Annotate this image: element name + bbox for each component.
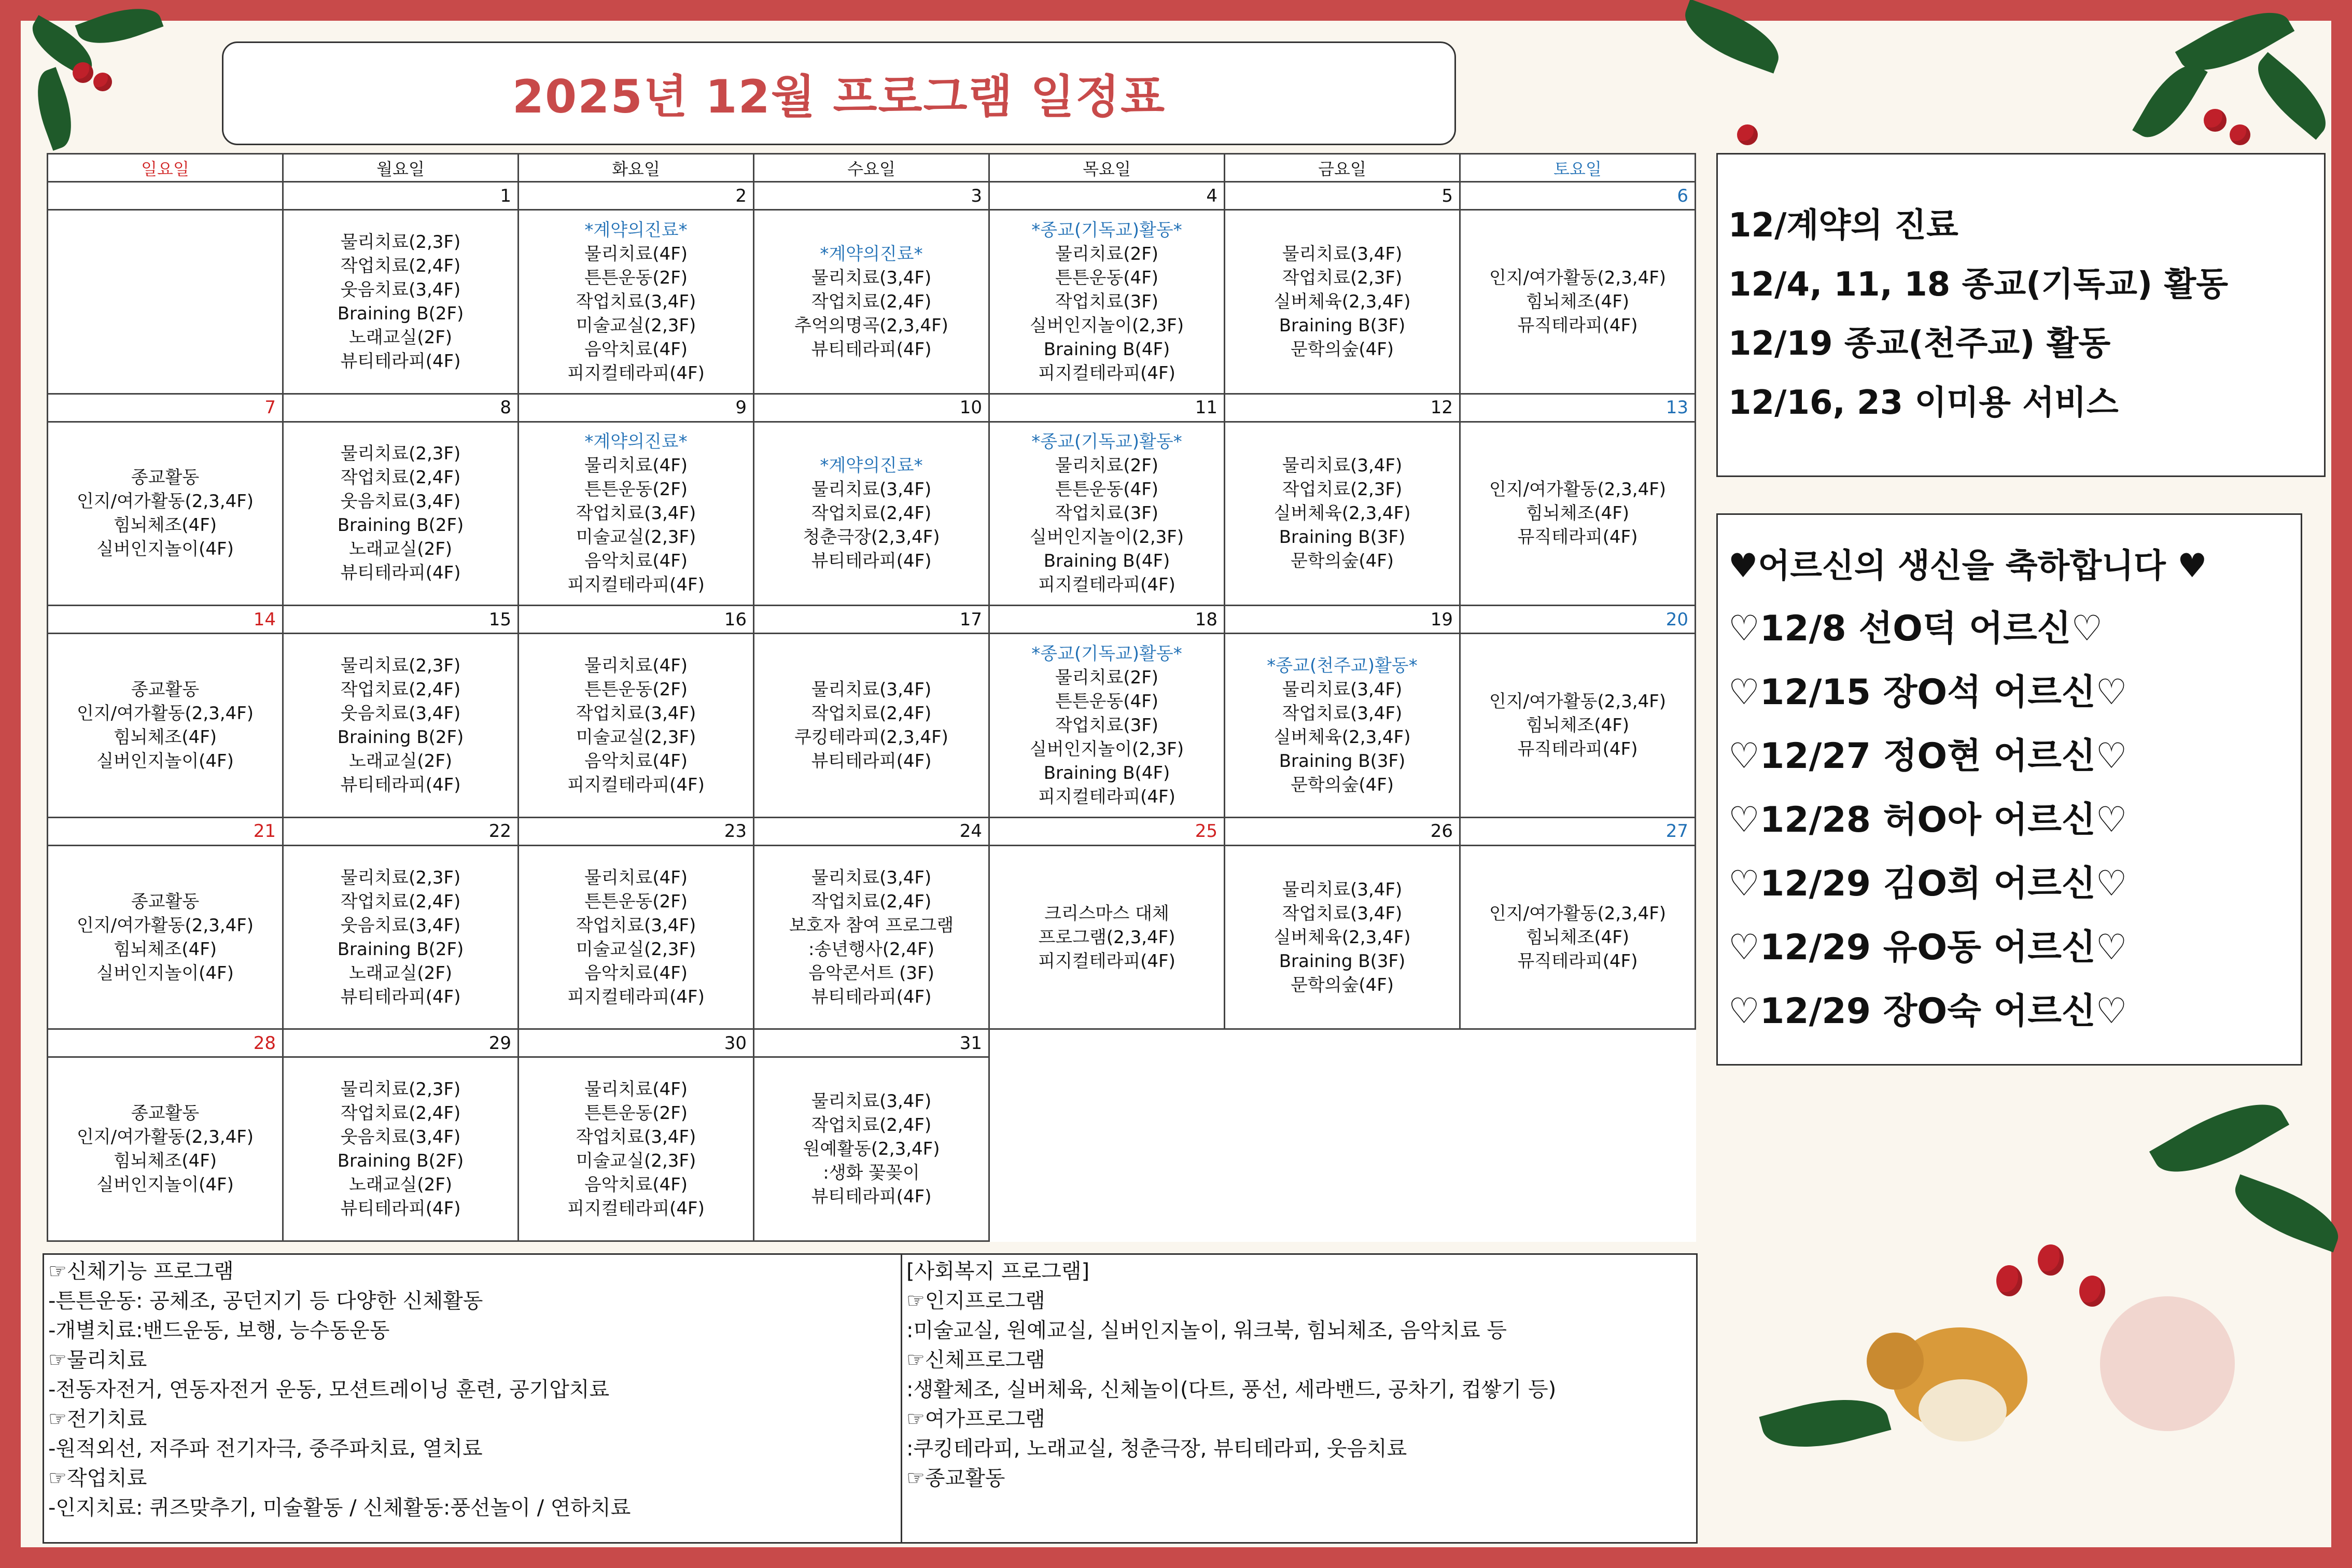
activity-item: 피지컬테라피(4F)	[1038, 787, 1175, 808]
activity-item: Braining B(3F)	[1279, 950, 1406, 972]
day-activities	[1460, 634, 1696, 818]
activity-item: 웃음치료(3,4F)	[340, 491, 461, 512]
activity-item: 인지/여가활동(2,3,4F)	[1489, 267, 1667, 288]
activity-item: 물리치료(4F)	[584, 1079, 688, 1100]
activity-item: 튼튼운동(4F)	[1055, 691, 1159, 712]
activity-item: 노래교실(2F)	[348, 962, 453, 984]
empty-cell	[1460, 1029, 1696, 1057]
activity-item: 작업치료(2,4F)	[340, 891, 461, 912]
day-activities	[989, 845, 1225, 1029]
day-activities	[754, 422, 989, 606]
activity-item: 피지컬테라피(4F)	[567, 362, 705, 384]
day-activities	[519, 1057, 754, 1241]
activity-item: :송년행사(2,4F)	[808, 939, 934, 960]
activity-item: 종교활동	[131, 891, 200, 912]
day-activities	[48, 422, 283, 606]
activity-item: 작업치료(3F)	[1055, 503, 1159, 524]
activity-item: 노래교실(2F)	[348, 751, 453, 772]
activity-item: Braining B(4F)	[1043, 551, 1170, 572]
special-event-label: *계약의진료*	[584, 431, 688, 453]
activity-item: Braining B(3F)	[1279, 751, 1406, 772]
activity-item: 실버인지놀이(4F)	[96, 962, 234, 984]
activity-item: 작업치료(3,4F)	[1282, 903, 1403, 924]
activity-item: 인지/여가활동(2,3,4F)	[1489, 479, 1667, 500]
birthday-item: ♡12/29 김O희 어르신♡	[1728, 863, 2127, 904]
activity-item: Braining B(2F)	[337, 939, 464, 960]
day-activities	[519, 634, 754, 818]
calendar-table	[47, 153, 1696, 1242]
activity-item: 물리치료(3,4F)	[1282, 879, 1403, 900]
activity-item: 뷰티테라피(4F)	[340, 351, 461, 372]
activity-item: 작업치료(2,3F)	[1282, 267, 1403, 288]
special-event-label: *종교(기독교)활동*	[1031, 431, 1182, 453]
activity-item: 원예활동(2,3,4F)	[803, 1139, 940, 1160]
activity-item: 물리치료(3,4F)	[811, 867, 932, 888]
program-line: ☞인지프로그램	[906, 1289, 1045, 1313]
empty-cell	[1225, 1057, 1460, 1241]
activity-item: 웃음치료(3,4F)	[340, 703, 461, 724]
activity-item: Braining B(2F)	[337, 303, 464, 324]
activity-item: 작업치료(2,4F)	[811, 503, 932, 524]
activity-item: 힘뇌체조(4F)	[1525, 927, 1630, 948]
birthday-item: ♡12/29 유O동 어르신♡	[1728, 927, 2127, 968]
activity-item: 작업치료(3,4F)	[576, 291, 696, 312]
date-number-row	[48, 394, 1696, 422]
program-line: ☞종교활동	[906, 1466, 1005, 1490]
activity-item: 물리치료(2,3F)	[340, 655, 461, 677]
activity-item: 인지/여가활동(2,3,4F)	[76, 491, 254, 512]
date-number: 31	[754, 1029, 989, 1057]
activity-item: Braining B(4F)	[1043, 339, 1170, 360]
activity-item: Braining B(2F)	[337, 515, 464, 536]
special-event-label: *계약의진료*	[820, 243, 923, 264]
program-line: -튼튼운동: 공체조, 공던지기 등 다양한 신체활동	[48, 1289, 483, 1313]
day-activities	[1225, 210, 1460, 394]
activity-item: 추억의명곡(2,3,4F)	[794, 315, 948, 336]
day-activities	[1225, 845, 1460, 1029]
activity-item: 튼튼운동(4F)	[1055, 267, 1159, 288]
activity-item: 힘뇌체조(4F)	[1525, 715, 1630, 736]
activity-item: 미술교실(2,3F)	[576, 939, 696, 960]
date-number: 11	[989, 394, 1225, 422]
program-line: ☞물리치료	[48, 1348, 147, 1372]
page-title: 2025년 12월 프로그램 일정표	[512, 70, 1166, 123]
activity-item: 뷰티테라피(4F)	[811, 551, 932, 572]
activity-item: 작업치료(2,4F)	[811, 891, 932, 912]
social-program-list	[902, 1255, 1696, 1542]
activity-item: 인지/여가활동(2,3,4F)	[76, 703, 254, 724]
activity-item: 프로그램(2,3,4F)	[1038, 927, 1175, 948]
program-line: ☞신체프로그램	[906, 1348, 1045, 1372]
birthday-item: ♡12/29 장O숙 어르신♡	[1728, 991, 2127, 1032]
date-number-row	[48, 817, 1696, 845]
activity-item: 작업치료(2,4F)	[340, 1103, 461, 1124]
activity-item: 물리치료(2,3F)	[340, 443, 461, 465]
activity-item: 실버인지놀이(2,3F)	[1029, 739, 1184, 760]
special-event-label: *계약의진료*	[584, 219, 688, 241]
date-number: 2	[519, 182, 754, 210]
notice-item: 12/16, 23 이미용 서비스	[1728, 384, 2119, 422]
activity-item: 문학의숲(4F)	[1290, 551, 1394, 572]
activity-item: 인지/여가활동(2,3,4F)	[1489, 903, 1667, 924]
date-number: 17	[754, 606, 989, 634]
activity-item: 물리치료(3,4F)	[1282, 679, 1403, 701]
activity-item: 청춘극장(2,3,4F)	[803, 527, 940, 548]
date-number: 29	[283, 1029, 519, 1057]
birthday-box	[1716, 513, 2302, 1066]
weekday-header-row	[48, 154, 1696, 182]
activity-item: 피지컬테라피(4F)	[567, 775, 705, 796]
date-number: 20	[1460, 606, 1696, 634]
physical-program-list	[44, 1255, 902, 1542]
empty-cell	[1225, 1029, 1460, 1057]
date-number: 1	[283, 182, 519, 210]
date-number: 21	[48, 817, 283, 845]
birthday-item: ♡12/15 장O석 어르신♡	[1728, 672, 2127, 713]
empty-cell	[1460, 1057, 1696, 1241]
day-activities	[283, 845, 519, 1029]
activity-item: 뮤직테라피(4F)	[1517, 950, 1638, 972]
weekday-header: 목요일	[989, 154, 1225, 182]
activity-row	[48, 210, 1696, 394]
activity-item: 뮤직테라피(4F)	[1517, 315, 1638, 336]
weekday-header: 월요일	[283, 154, 519, 182]
activity-item: 물리치료(3,4F)	[811, 679, 932, 701]
date-number: 23	[519, 817, 754, 845]
activity-item: 피지컬테라피(4F)	[1038, 362, 1175, 384]
activity-item: 물리치료(3,4F)	[1282, 243, 1403, 264]
day-activities	[989, 422, 1225, 606]
program-line: -개별치료:밴드운동, 보행, 능수동운동	[48, 1319, 390, 1342]
notice-item: 12/계약의 진료	[1728, 206, 1958, 245]
day-activities	[989, 634, 1225, 818]
activity-item: 작업치료(3,4F)	[1282, 703, 1403, 724]
day-activities	[519, 210, 754, 394]
activity-item: 작업치료(2,4F)	[340, 679, 461, 701]
activity-item: 인지/여가활동(2,3,4F)	[1489, 691, 1667, 712]
activity-item: 물리치료(2,3F)	[340, 231, 461, 253]
day-activities	[1225, 634, 1460, 818]
special-event-label: *종교(기독교)활동*	[1031, 643, 1182, 665]
activity-item: Braining B(2F)	[337, 727, 464, 748]
day-activities	[519, 845, 754, 1029]
program-line: ☞전기치료	[48, 1407, 147, 1431]
activity-item: 노래교실(2F)	[348, 1174, 453, 1196]
activity-item: 실버인지놀이(2,3F)	[1029, 315, 1184, 336]
activity-item: 쿠킹테라피(2,3,4F)	[794, 727, 948, 748]
activity-item: 웃음치료(3,4F)	[340, 279, 461, 300]
activity-item: 실버인지놀이(4F)	[96, 751, 234, 772]
program-line: -인지치료: 퀴즈맞추기, 미술활동 / 신체활동:풍선놀이 / 연하치료	[48, 1496, 631, 1520]
activity-item: 미술교실(2,3F)	[576, 527, 696, 548]
activity-item: 인지/여가활동(2,3,4F)	[76, 1127, 254, 1148]
day-activities	[1225, 422, 1460, 606]
activity-item: 종교활동	[131, 679, 200, 701]
day-activities	[283, 422, 519, 606]
activity-item: 물리치료(2,3F)	[340, 1079, 461, 1100]
date-number: 3	[754, 182, 989, 210]
date-number: 25	[989, 817, 1225, 845]
activity-item: 힘뇌체조(4F)	[1525, 291, 1630, 312]
date-number: 26	[1225, 817, 1460, 845]
activity-item: 실버체육(2,3,4F)	[1273, 727, 1411, 748]
day-activities	[1460, 422, 1696, 606]
program-line: -원적외선, 저주파 전기자극, 중주파치료, 열치료	[48, 1437, 483, 1461]
date-number: 28	[48, 1029, 283, 1057]
date-number: 6	[1460, 182, 1696, 210]
activity-item: 노래교실(2F)	[348, 539, 453, 560]
birthday-heading: ♥어르신의 생신을 축하합니다 ♥	[1728, 547, 2207, 585]
activity-item: 미술교실(2,3F)	[576, 1151, 696, 1172]
activity-item: 실버체육(2,3,4F)	[1273, 503, 1411, 524]
day-activities	[754, 634, 989, 818]
activity-item: 뷰티테라피(4F)	[811, 986, 932, 1007]
special-event-label: *종교(기독교)활동*	[1031, 219, 1182, 241]
activity-item: 문학의숲(4F)	[1290, 974, 1394, 996]
program-description-box	[43, 1253, 1698, 1544]
day-activities	[1460, 845, 1696, 1029]
date-number: 10	[754, 394, 989, 422]
activity-item: 힘뇌체조(4F)	[113, 1151, 217, 1172]
activity-item: 물리치료(4F)	[584, 655, 688, 677]
activity-item: 작업치료(2,4F)	[340, 255, 461, 276]
activity-item: 작업치료(3,4F)	[576, 703, 696, 724]
date-number: 5	[1225, 182, 1460, 210]
activity-item: 물리치료(3,4F)	[811, 1091, 932, 1112]
activity-item: 실버체육(2,3,4F)	[1273, 291, 1411, 312]
date-number: 16	[519, 606, 754, 634]
activity-item: :생화 꽃꽂이	[823, 1163, 920, 1184]
activity-item: 음악치료(4F)	[584, 751, 688, 772]
activity-item: 튼튼운동(2F)	[584, 679, 688, 701]
program-line: :미술교실, 원예교실, 실버인지놀이, 워크북, 힘뇌체조, 음악치료 등	[906, 1319, 1507, 1342]
day-activities	[754, 210, 989, 394]
date-number: 18	[989, 606, 1225, 634]
weekday-header: 일요일	[48, 154, 283, 182]
activity-item: 튼튼운동(2F)	[584, 1103, 688, 1124]
date-number: 13	[1460, 394, 1696, 422]
program-line: ☞작업치료	[48, 1466, 147, 1490]
birthday-item: ♡12/8 선O덕 어르신♡	[1728, 608, 2103, 649]
day-activities	[283, 634, 519, 818]
activity-item: 미술교실(2,3F)	[576, 315, 696, 336]
date-number: 24	[754, 817, 989, 845]
day-activities	[754, 1057, 989, 1241]
birthday-item: ♡12/27 정O현 어르신♡	[1728, 736, 2127, 777]
activity-item: 작업치료(2,4F)	[811, 1115, 932, 1136]
date-number-row	[48, 1029, 1696, 1057]
activity-item: 물리치료(4F)	[584, 243, 688, 264]
activity-item: 뷰티테라피(4F)	[811, 339, 932, 360]
activity-item: Braining B(4F)	[1043, 763, 1170, 784]
activity-item: 작업치료(3F)	[1055, 715, 1159, 736]
activity-item: 피지컬테라피(4F)	[567, 575, 705, 596]
activity-item: Braining B(2F)	[337, 1151, 464, 1172]
activity-row	[48, 634, 1696, 818]
activity-item: 웃음치료(3,4F)	[340, 915, 461, 936]
activity-item: 피지컬테라피(4F)	[567, 986, 705, 1007]
activity-item: 물리치료(2F)	[1055, 667, 1159, 689]
activity-item: 작업치료(2,4F)	[811, 703, 932, 724]
activity-item: 힘뇌체조(4F)	[113, 515, 217, 536]
activity-item: 음악치료(4F)	[584, 551, 688, 572]
activity-item: 종교활동	[131, 467, 200, 488]
activity-item: 음악치료(4F)	[584, 1174, 688, 1196]
activity-item: 힘뇌체조(4F)	[113, 727, 217, 748]
date-number-row	[48, 182, 1696, 210]
day-activities	[283, 210, 519, 394]
activity-item: 힘뇌체조(4F)	[113, 939, 217, 960]
activity-item: 음악치료(4F)	[584, 339, 688, 360]
activity-item: 뮤직테라피(4F)	[1517, 739, 1638, 760]
date-number: 9	[519, 394, 754, 422]
weekday-header: 화요일	[519, 154, 754, 182]
activity-item: Braining B(3F)	[1279, 527, 1406, 548]
activity-item: 뮤직테라피(4F)	[1517, 527, 1638, 548]
activity-item: 뷰티테라피(4F)	[340, 775, 461, 796]
activity-item: 인지/여가활동(2,3,4F)	[76, 915, 254, 936]
activity-item: 피지컬테라피(4F)	[567, 1198, 705, 1220]
notice-item: 12/19 종교(천주교) 활동	[1728, 325, 2111, 363]
day-activities	[283, 1057, 519, 1241]
day-activities	[1460, 210, 1696, 394]
program-line: :생활체조, 실버체육, 신체놀이(다트, 풍선, 세라밴드, 공차기, 컵쌓기 등)	[906, 1378, 1557, 1402]
date-number-row	[48, 606, 1696, 634]
activity-item: 문학의숲(4F)	[1290, 339, 1394, 360]
date-number: 30	[519, 1029, 754, 1057]
weekday-header: 금요일	[1225, 154, 1460, 182]
empty-cell	[989, 1029, 1225, 1057]
date-number: 22	[283, 817, 519, 845]
activity-item: 작업치료(2,3F)	[1282, 479, 1403, 500]
activity-item: 웃음치료(3,4F)	[340, 1127, 461, 1148]
activity-item: 물리치료(2,3F)	[340, 867, 461, 888]
activity-item: 문학의숲(4F)	[1290, 775, 1394, 796]
activity-item: 노래교실(2F)	[348, 327, 453, 348]
activity-item: 음악콘서트 (3F)	[808, 962, 934, 984]
activity-item: 작업치료(3F)	[1055, 291, 1159, 312]
weekday-header: 수요일	[754, 154, 989, 182]
date-number: 14	[48, 606, 283, 634]
activity-item: 튼튼운동(2F)	[584, 267, 688, 288]
activity-item: 튼튼운동(2F)	[584, 891, 688, 912]
activity-item: 물리치료(4F)	[584, 867, 688, 888]
program-line: -전동자전거, 연동자전거 운동, 모션트레이닝 훈련, 공기압치료	[48, 1378, 610, 1402]
activity-item: 작업치료(2,4F)	[340, 467, 461, 488]
day-activities	[519, 422, 754, 606]
notice-box	[1716, 153, 2326, 477]
day-activities	[48, 845, 283, 1029]
day-activities	[48, 1057, 283, 1241]
activity-item: 뷰티테라피(4F)	[340, 986, 461, 1007]
activity-item: 힘뇌체조(4F)	[1525, 503, 1630, 524]
activity-item: 물리치료(3,4F)	[811, 479, 932, 500]
activity-item: Braining B(3F)	[1279, 315, 1406, 336]
birthday-item: ♡12/28 허O아 어르신♡	[1728, 800, 2127, 841]
activity-item: 뷰티테라피(4F)	[340, 1198, 461, 1220]
program-line: ☞여가프로그램	[906, 1407, 1045, 1431]
activity-item: 종교활동	[131, 1103, 200, 1124]
date-number: 4	[989, 182, 1225, 210]
activity-item: 피지컬테라피(4F)	[1038, 950, 1175, 972]
activity-item: 피지컬테라피(4F)	[1038, 575, 1175, 596]
program-line: :쿠킹테라피, 노래교실, 청춘극장, 뷰티테라피, 웃음치료	[906, 1437, 1407, 1461]
activity-item: 미술교실(2,3F)	[576, 727, 696, 748]
activity-item: 뷰티테라피(4F)	[340, 563, 461, 584]
activity-item: 작업치료(3,4F)	[576, 1127, 696, 1148]
activity-item: 실버체육(2,3,4F)	[1273, 927, 1411, 948]
date-number: 7	[48, 394, 283, 422]
activity-item: 작업치료(3,4F)	[576, 503, 696, 524]
activity-item: 크리스마스 대체	[1044, 903, 1169, 924]
date-number	[48, 182, 283, 210]
date-number: 27	[1460, 817, 1696, 845]
activity-item: 작업치료(3,4F)	[576, 915, 696, 936]
activity-item: 물리치료(2F)	[1055, 243, 1159, 264]
date-number: 19	[1225, 606, 1460, 634]
activity-row	[48, 1057, 1696, 1241]
activity-item: 뷰티테라피(4F)	[811, 751, 932, 772]
title-banner	[222, 41, 1456, 145]
weekday-header: 토요일	[1460, 154, 1696, 182]
special-event-label: *종교(천주교)활동*	[1267, 655, 1418, 677]
day-activities	[754, 845, 989, 1029]
date-number: 15	[283, 606, 519, 634]
activity-item: 튼튼운동(2F)	[584, 479, 688, 500]
day-activities	[48, 634, 283, 818]
activity-row	[48, 845, 1696, 1029]
program-line: [사회복지 프로그램]	[906, 1259, 1090, 1283]
day-activities	[48, 210, 283, 394]
special-event-label: *계약의진료*	[820, 455, 923, 477]
activity-item: 작업치료(2,4F)	[811, 291, 932, 312]
notice-item: 12/4, 11, 18 종교(기독교) 활동	[1728, 265, 2229, 304]
date-number: 12	[1225, 394, 1460, 422]
activity-item: 실버인지놀이(4F)	[96, 539, 234, 560]
activity-item: 보호자 참여 프로그램	[789, 915, 954, 936]
empty-cell	[989, 1057, 1225, 1241]
activity-item: 실버인지놀이(4F)	[96, 1174, 234, 1196]
activity-item: 음악치료(4F)	[584, 962, 688, 984]
activity-item: 물리치료(3,4F)	[1282, 455, 1403, 477]
activity-item: 물리치료(2F)	[1055, 455, 1159, 477]
activity-item: 물리치료(4F)	[584, 455, 688, 477]
program-line: ☞신체기능 프로그램	[48, 1259, 234, 1283]
date-number: 8	[283, 394, 519, 422]
activity-item: 튼튼운동(4F)	[1055, 479, 1159, 500]
activity-row	[48, 422, 1696, 606]
activity-item: 물리치료(3,4F)	[811, 267, 932, 288]
activity-item: 실버인지놀이(2,3F)	[1029, 527, 1184, 548]
activity-item: 뷰티테라피(4F)	[811, 1186, 932, 1208]
day-activities	[989, 210, 1225, 394]
